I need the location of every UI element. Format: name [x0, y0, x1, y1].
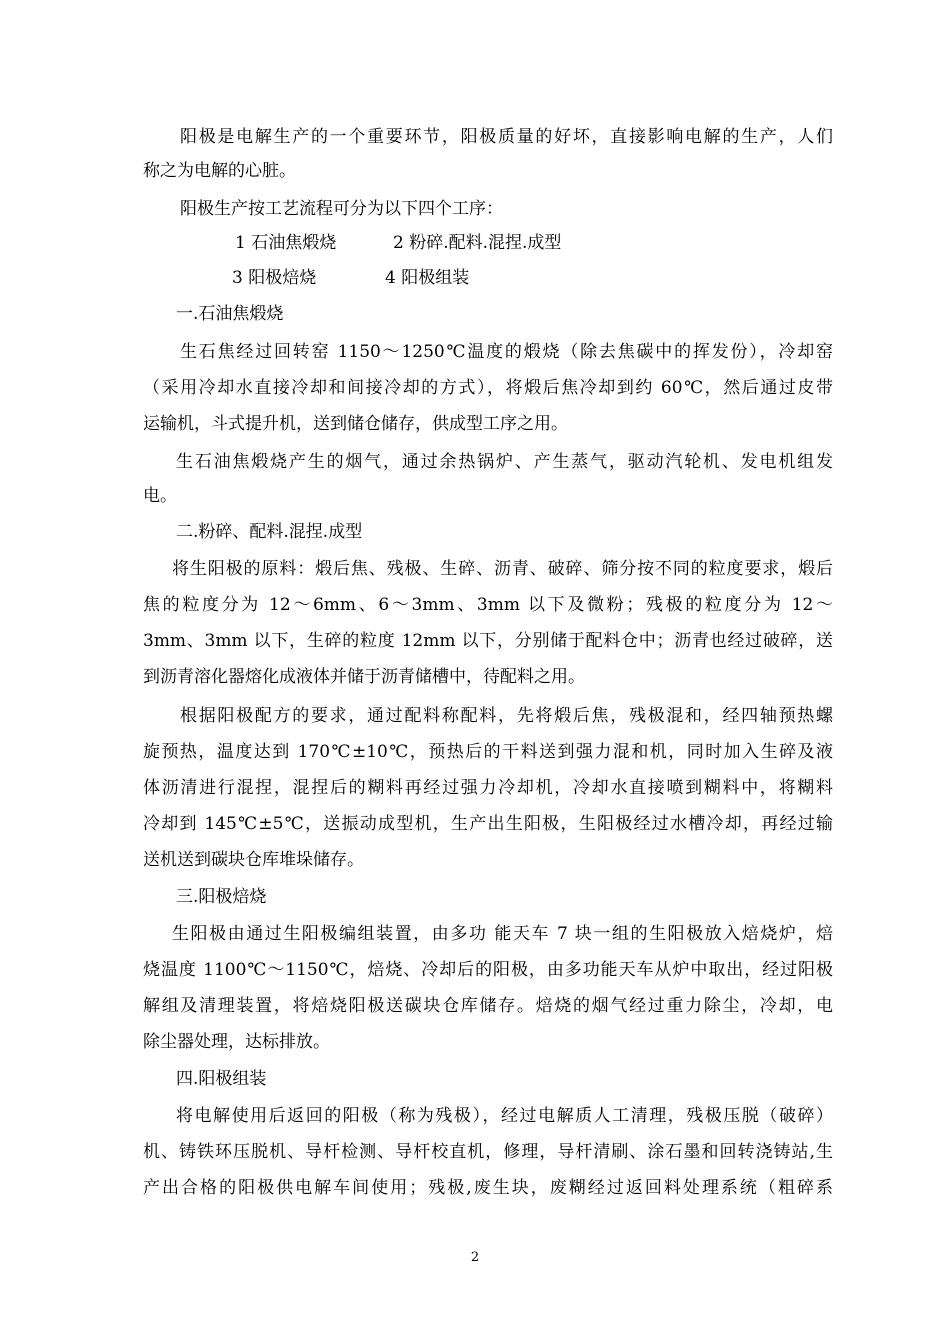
paragraph-line: 产出合格的阳极供电解车间使用；残极,废生块，废糊经过返回料处理系统（粗碎系: [143, 1178, 833, 1198]
step-item: 3 阳极焙烧: [232, 268, 317, 288]
paragraph-line: 运输机，斗式提升机，送到储仓储存，供成型工序之用。: [143, 414, 568, 434]
paragraph-line: 生石焦经过回转窑 1150～1250℃温度的煅烧（除去焦碳中的挥发份），冷却窑: [180, 342, 833, 362]
paragraph-line: 焦的粒度分为 12～6mm、6～3mm、3mm 以下及微粉；残极的粒度分为 12～: [143, 595, 833, 615]
section-heading: 三.阳极焙烧: [176, 887, 267, 907]
step-item: 4 阳极组装: [385, 268, 470, 288]
paragraph-line: 根据阳极配方的要求，通过配料称配料，先将煅后焦，残极混和，经四轴预热螺: [180, 706, 833, 726]
paragraph-line: 阳极是电解生产的一个重要环节，阳极质量的好坏，直接影响电解的生产，人们: [180, 127, 833, 147]
paragraph-line: 到沥青溶化器熔化成液体并储于沥青储槽中，待配料之用。: [143, 667, 585, 687]
paragraph-line: 机、铸铁环压脱机、导杆检测、导杆校直机，修理，导杆清刷、涂石墨和回转浇铸站,生: [143, 1142, 833, 1162]
paragraph-line: 送机送到碳块仓库堆垛储存。: [143, 850, 364, 870]
paragraph-line: 解组及清理装置，将焙烧阳极送碳块仓库储存。焙烧的烟气经过重力除尘，冷却，电: [143, 996, 833, 1016]
step-item: 1 石油焦煅烧: [235, 233, 337, 253]
paragraph-line: 将电解使用后返回的阳极（称为残极），经过电解质人工清理，残极压脱（破碎）: [176, 1106, 833, 1126]
paragraph-line: 旋预热，温度达到 170℃±10℃，预热后的干料送到强力混和机，同时加入生碎及液: [143, 742, 833, 762]
paragraph-line: 3mm、3mm 以下，生碎的粒度 12mm 以下，分别储于配料仓中；沥青也经过破碎，送: [143, 631, 833, 651]
paragraph-line: 烧温度 1100℃～1150℃，焙烧、冷却后的阳极，由多功能天车从炉中取出，经过阳极: [143, 960, 833, 980]
paragraph-line: 冷却到 145℃±5℃，送振动成型机，生产出生阳极，生阳极经过水槽冷却，再经过输: [143, 814, 833, 834]
paragraph-line: 体沥清进行混捏，混捏后的糊料再经过强力冷却机，冷却水直接喷到糊料中，将糊料: [143, 778, 833, 798]
section-heading: 四.阳极组装: [176, 1069, 267, 1089]
section-heading: 一.石油焦煅烧: [176, 304, 284, 324]
paragraph-line: 电。: [143, 486, 177, 506]
section-heading: 二.粉碎、配料.混捏.成型: [176, 522, 363, 542]
paragraph-line: 称之为电解的心脏。: [143, 161, 296, 181]
paragraph-line: 除尘器处理，达标排放。: [143, 1032, 330, 1052]
step-item: 2 粉碎.配料.混捏.成型: [393, 233, 562, 253]
paragraph-line: 生阳极由通过生阳极编组装置，由多功 能天车 7 块一组的生阳极放入焙烧炉，焙: [172, 924, 833, 944]
paragraph-line: 将生阳极的原料：煅后焦、残极、生碎、沥青、破碎、筛分按不同的粒度要求，煅后: [172, 559, 833, 579]
paragraph-line: 阳极生产按工艺流程可分为以下四个工序：: [180, 199, 503, 219]
page-number: 2: [470, 1250, 480, 1265]
paragraph-line: 生石油焦煅烧产生的烟气，通过余热锅炉、产生蒸气，驱动汽轮机、发电机组发: [176, 452, 833, 472]
paragraph-line: （采用冷却水直接冷却和间接冷却的方式），将煅后焦冷却到约 60℃，然后通过皮带: [143, 378, 833, 398]
